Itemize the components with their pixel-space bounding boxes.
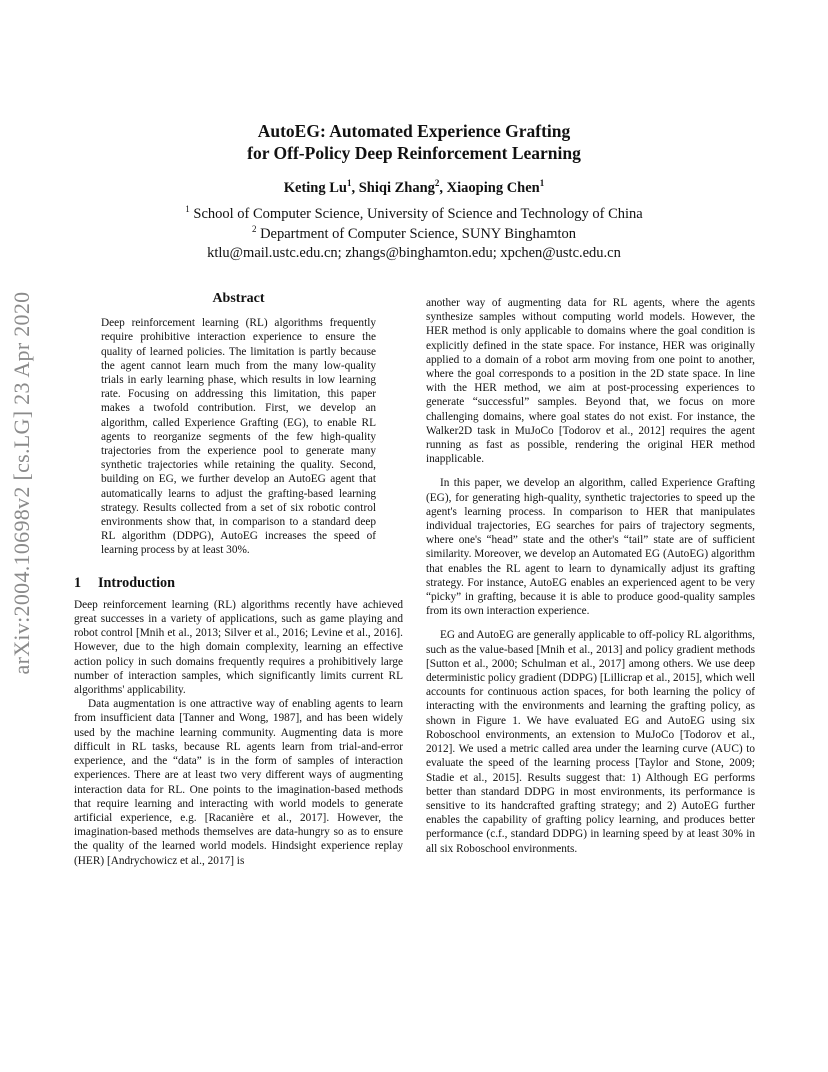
abstract-heading: Abstract: [212, 291, 265, 306]
affiliation-text: School of Computer Science, University of Science and Technology of China: [193, 206, 643, 222]
author-name: Xiaoping Chen: [446, 180, 540, 196]
title-line-1: AutoEG: Automated Experience Grafting: [257, 121, 571, 141]
affiliations: [0, 205, 828, 264]
affiliation-mark: 1: [185, 204, 190, 215]
intro-paragraph-1: Deep reinforcement learning (RL) algorithms recently have achieved great successes in a variety of applications, such as game playing and robot control [Mnih et al., 2013; Silver et al., 2016; Levine et al., 2016]. However, due to the high domain complexity, learning an effective action policy in such domains frequently requires a prohibitively large number of interaction samples, which significantly limits current RL algorithms' applicability.: [74, 598, 403, 697]
body-paragraph-2: In this paper, we develop an algorithm, called Experience Grafting (EG), for generating high-quality, synthetic trajectories to speed up the agent's learning process. In comparison to HER that manipulates individual trajectories, EG searches for pairs of trajectory segments, where one's “head” state and the other's “tail” state are of sufficient similarity. Moreover, we develop an Automated EG (AutoEG) algorithm that enables the RL agent to learn to dynamically adjust its grafting strategy. For instance, AutoEG enables an experienced agent to be very “picky” in grafting, because it is able to produce good-quality samples from its own interaction experience.: [426, 477, 755, 618]
body-paragraph-3: EG and AutoEG are generally applicable to off-policy RL algorithms, such as the value-based [Mnih et al., 2013] and policy gradient methods [Sutton et al., 2000; Schulman et al., 2017] among others. We use deep deterministic policy gradient (DDPG) [Lillicrap et al., 2015], which well accounts for continuous action spaces, for both learning the policy of interacting with the environments and learning the grafting policy, as shown in Figure 1. We have evaluated EG and AutoEG using six Roboschool environments, an extension to MuJoCo [Todorov et al., 2012]. We used a metric called area under the learning curve (AUC) to evaluate the speed of the learning process [Taylor and Stone, 2009; Stadie et al., 2015]. Results suggest that: 1) Although EG performs better than standard DDPG in most environments, its performance is sensitive to its handcrafted grafting strategy; and 2) AutoEG further enables the capability of grafting policy learning, and produces better performance (c.f., standard DDPG) in learning speed by at least 30% in all six Roboschool environments.: [426, 629, 755, 855]
body-paragraph-1: another way of augmenting data for RL agents, where the agents synthesize samples without computing world models. However, the HER method is only applicable to domains where the goal condition is explicitly defined in the state space. For instance, HER was originally applied to a domain of a robot arm moving from one point to another, where the goal corresponds to a position in the 2D state space. In line with the HER method, we aim at post-processing experiences to generate “successful” samples. Beyond that, we focus on more challenging domains, where goal states do not exist. For instance, the Walker2D task in MuJoCo [Todorov et al., 2012] requires the agent running as fast as possible, rendering the original HER method inapplicable.: [426, 297, 755, 466]
affiliation-mark: 2: [251, 223, 257, 234]
affiliation-1: [0, 205, 828, 225]
author-affiliation-mark: 1: [346, 178, 352, 189]
author-list: Keting Lu$^1$, Shiqi Zhang$^2$, Xiaoping Chen$^1$: [283, 178, 545, 196]
section-title: Introduction: [98, 574, 175, 591]
abstract-text: Deep reinforcement learning (RL) algorithms frequently require prohibitive interaction experience to ensure the quality of learned policies. The limitation is partly because the agent cannot learn much from the many low-quality trials in early learning phase, which results in low learning rate. Focusing on addressing this limitation, this paper makes a twofold contribution. First, we develop an algorithm, called Experience Grafting (EG), to enable RL agents to reorganize segments of the few high-quality trajectories from the experience pool to generate many synthetic trajectories while retaining the quality. Second, building on EG, we further develop an AutoEG agent that automatically learns to adjust the grafting-based learning strategy. Results collected from a set of six robotic control environments show that, in comparison to a standard deep RL algorithm (DDPG), AutoEG increases the speed of learning process by at least 30%.: [101, 317, 376, 557]
author-affiliation-mark: 2: [434, 178, 440, 189]
paper-title: [0, 120, 828, 164]
arxiv-sidebar: [2, 283, 42, 683]
author-name: Shiqi Zhang: [358, 180, 435, 196]
left-column: [74, 292, 403, 868]
right-column: [426, 296, 755, 856]
section-heading-introduction: [74, 576, 403, 590]
section-number: 1: [74, 574, 82, 591]
affiliation-2: [0, 225, 828, 245]
author-name: Keting Lu: [283, 180, 347, 196]
author-emails: ktlu@mail.ustc.edu.cn; zhangs@binghamton.edu; xpchen@ustc.edu.cn: [207, 245, 621, 261]
intro-paragraph-2: Data augmentation is one attractive way of enabling agents to learn from insufficient data [Tanner and Wong, 1987], and has been widely used by the machine learning community. Augmenting data is more difficult in RL tasks, because RL agents learn from trial-and-error experience, and the “data” is in the form of samples of interaction experiences. There are at least two very different ways of augmenting interaction data for RL. One points to the imagination-based methods that require learning and interacting with world models to generate artificial experience, e.g. [Racanière et al., 2017]. However, the imagination-based methods themselves are data-hungry so as to ensure the quality of the learned world models. Hindsight experience replay (HER) [Andrychowicz et al., 2017] is: [74, 698, 403, 867]
affiliation-text: Department of Computer Science, SUNY Binghamton: [260, 225, 577, 242]
arxiv-stamp: arXiv:2004.10698v2 [cs.LG] 23 Apr 2020: [9, 291, 34, 675]
title-line-2: for Off-Policy Deep Reinforcement Learning: [247, 143, 581, 163]
author-affiliation-mark: 1: [539, 178, 545, 189]
